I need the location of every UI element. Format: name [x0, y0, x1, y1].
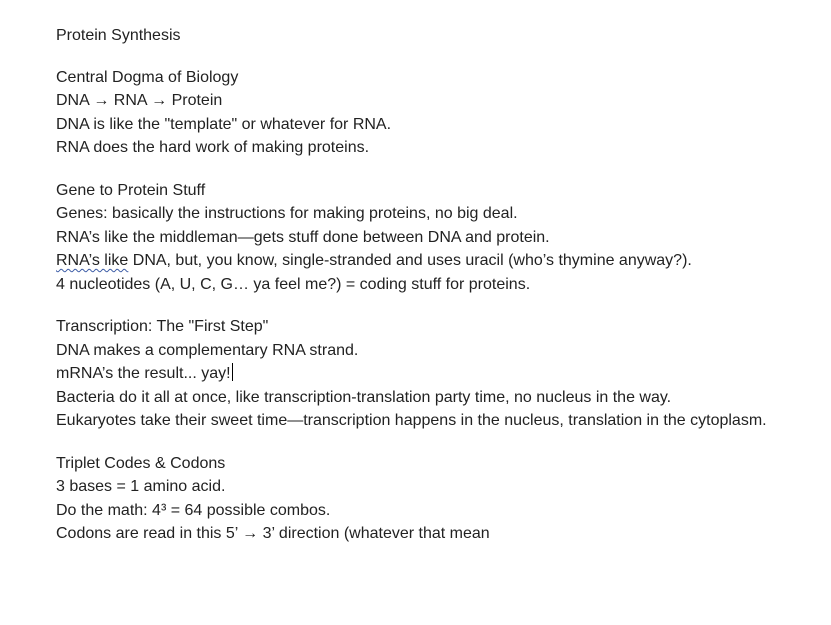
text-cursor: [232, 363, 234, 381]
note-line: RNA does the hard work of making proteins.: [56, 139, 370, 156]
section-heading: Transcription: The "First Step": [56, 318, 269, 335]
note-line-text: mRNA’s the result... yay!: [56, 365, 231, 382]
note-line: 3 bases = 1 amino acid.: [56, 478, 226, 495]
document-body[interactable]: [56, 24, 816, 546]
note-line: Eukaryotes take their sweet time—transcription happens in the nucleus, translation in the cytoplasm.: [56, 412, 767, 429]
note-line: Genes: basically the instructions for making proteins, no big deal.: [56, 205, 518, 222]
paragraph-gap: [56, 160, 816, 179]
section-heading: Central Dogma of Biology: [56, 68, 239, 86]
section-triplet-codes: [56, 452, 816, 546]
spellcheck-flagged-text[interactable]: RNA’s like: [56, 252, 129, 269]
paragraph-gap: [56, 296, 816, 315]
section-central-dogma: [56, 66, 816, 160]
note-line: Do the math: 4³ = 64 possible combos.: [56, 501, 331, 519]
section-heading: Triplet Codes & Codons: [56, 454, 226, 472]
section-gene-to-protein: [56, 179, 816, 297]
note-line: [56, 249, 816, 273]
note-line: [56, 362, 816, 386]
note-line: DNA is like the "template" or whatever for RNA.: [56, 115, 392, 133]
note-line: RNA’s like the middleman—gets stuff done between DNA and protein.: [56, 228, 550, 246]
document-title: Protein Synthesis: [56, 27, 181, 44]
note-line: DNA makes a complementary RNA strand.: [56, 341, 359, 359]
note-line-text: DNA, but, you know, single-stranded and uses uracil (who’s thymine anyway?).: [128, 252, 692, 269]
section-transcription: [56, 315, 816, 433]
note-line: Bacteria do it all at once, like transcription-translation party time, no nucleus in the way.: [56, 388, 672, 406]
paragraph-gap: [56, 433, 816, 452]
note-line: Codons are read in this 5’ → 3’ direction (whatever that mean: [56, 525, 490, 542]
section-heading: Gene to Protein Stuff: [56, 181, 206, 199]
note-line: DNA → RNA → Protein: [56, 92, 223, 109]
note-line: 4 nucleotides (A, U, C, G… ya feel me?) = coding stuff for proteins.: [56, 275, 531, 293]
